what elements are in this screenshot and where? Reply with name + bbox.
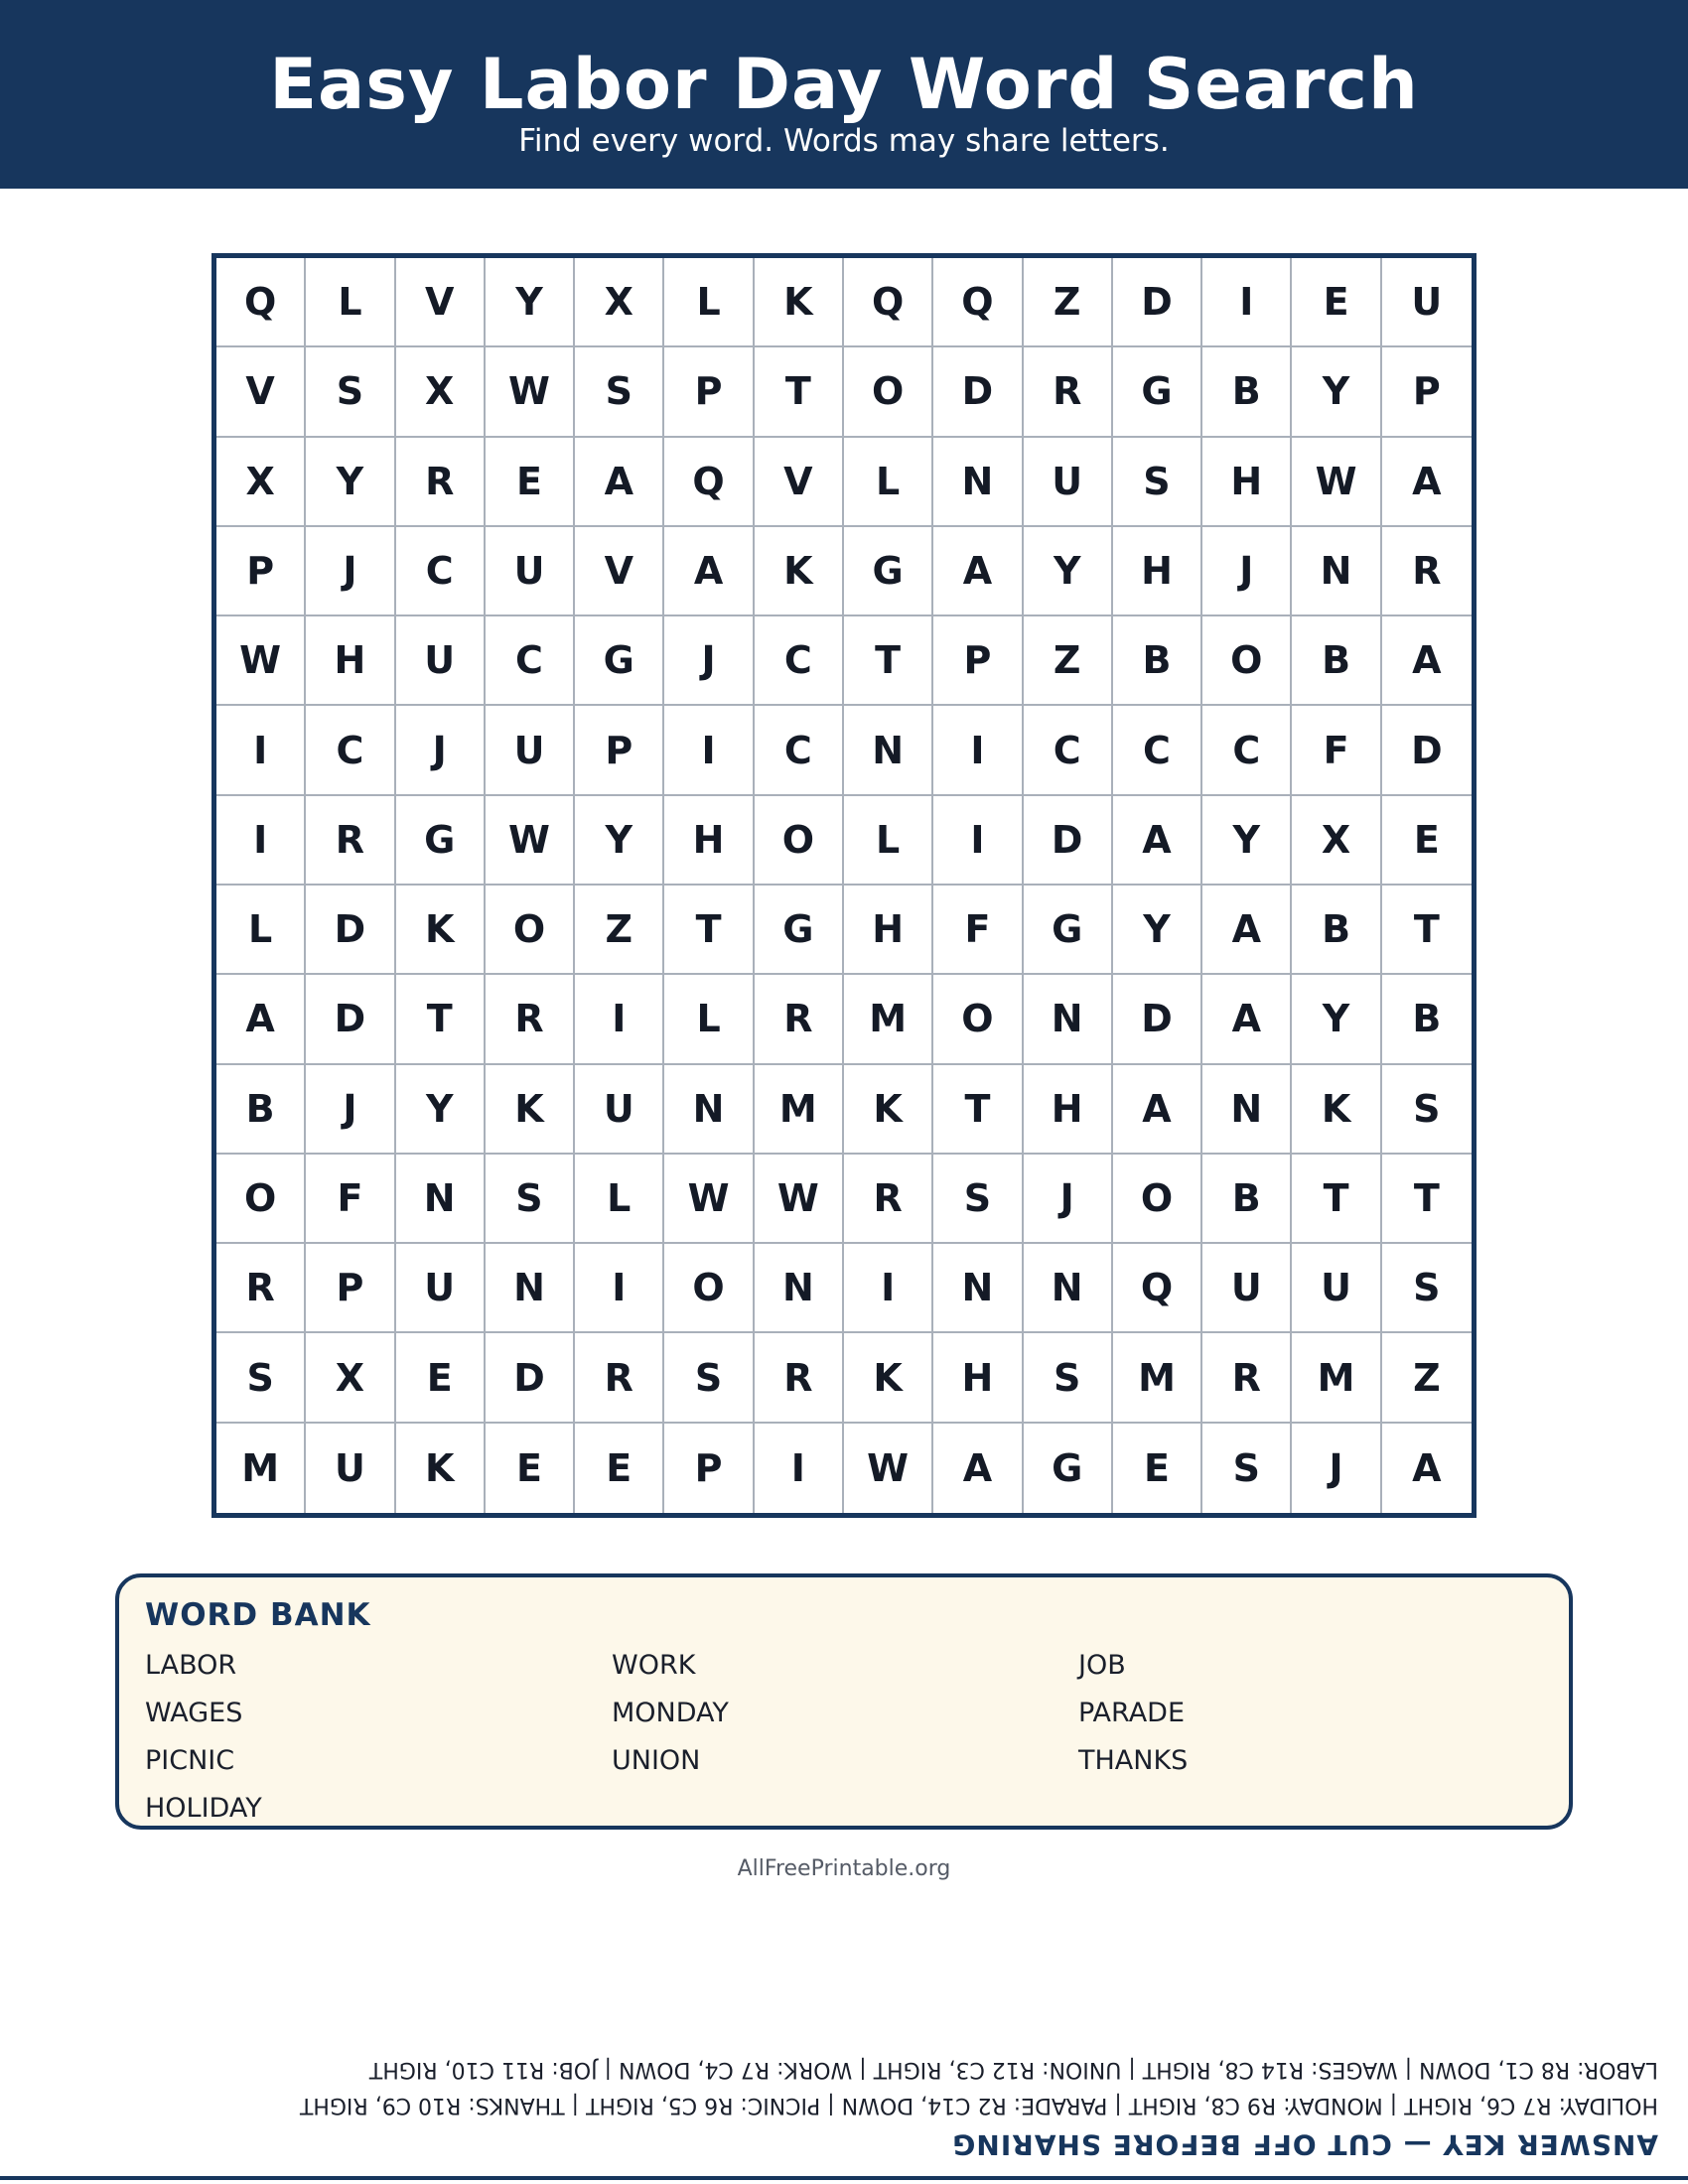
answer-key-title: ANSWER KEY — CUT OFF BEFORE SHARING: [951, 2128, 1658, 2161]
grid-cell[interactable]: A: [1202, 975, 1292, 1064]
grid-cell[interactable]: I: [664, 706, 754, 795]
grid-cell[interactable]: A: [933, 1424, 1023, 1513]
grid-cell[interactable]: N: [933, 438, 1023, 527]
grid-cell[interactable]: K: [396, 886, 486, 975]
grid-cell[interactable]: C: [1024, 706, 1113, 795]
grid-cell[interactable]: R: [216, 1244, 306, 1333]
grid-cell[interactable]: W: [755, 1155, 844, 1244]
answer-key-line: LABOR: R8 C1, DOWN | WAGES: R14 C8, RIGHT | UNION: R12 C3, RIGHT | WORK: R7 C4, DOWN | JOB: R11 C10, RIGHT: [368, 2057, 1658, 2082]
grid-cell[interactable]: F: [306, 1155, 395, 1244]
grid-cell[interactable]: N: [1292, 527, 1381, 616]
word-bank-item: THANKS: [1078, 1745, 1189, 1776]
grid-cell[interactable]: J: [306, 1065, 395, 1155]
grid-cell[interactable]: I: [933, 796, 1023, 886]
grid-cell[interactable]: H: [664, 796, 754, 886]
grid-cell[interactable]: I: [575, 1244, 664, 1333]
grid-cell[interactable]: E: [486, 1424, 575, 1513]
grid-cell[interactable]: R: [1382, 527, 1472, 616]
grid-cell[interactable]: S: [575, 347, 664, 437]
grid-cell[interactable]: S: [306, 347, 395, 437]
grid-cell[interactable]: B: [1202, 347, 1292, 437]
grid-cell[interactable]: G: [575, 616, 664, 706]
grid-cell[interactable]: T: [1382, 886, 1472, 975]
grid-cell[interactable]: M: [1113, 1333, 1202, 1423]
grid-cell[interactable]: O: [664, 1244, 754, 1333]
grid-cell[interactable]: Q: [216, 258, 306, 347]
word-bank-item: UNION: [612, 1745, 701, 1776]
grid-cell[interactable]: R: [1024, 347, 1113, 437]
word-bank-item: PICNIC: [145, 1745, 235, 1776]
grid-cell[interactable]: L: [844, 796, 933, 886]
grid-cell[interactable]: V: [755, 438, 844, 527]
grid-cell[interactable]: K: [1292, 1065, 1381, 1155]
word-bank-item: LABOR: [145, 1650, 237, 1681]
grid-cell[interactable]: K: [755, 258, 844, 347]
grid-cell[interactable]: G: [844, 527, 933, 616]
grid-cell[interactable]: U: [1382, 258, 1472, 347]
grid-cell[interactable]: B: [216, 1065, 306, 1155]
grid-cell[interactable]: D: [1382, 706, 1472, 795]
grid-cell[interactable]: A: [1382, 616, 1472, 706]
grid-cell[interactable]: W: [486, 347, 575, 437]
grid-cell[interactable]: B: [1113, 616, 1202, 706]
grid-cell[interactable]: R: [396, 438, 486, 527]
grid-cell[interactable]: U: [486, 527, 575, 616]
grid-cell[interactable]: C: [755, 706, 844, 795]
grid-cell[interactable]: J: [1292, 1424, 1381, 1513]
grid-cell[interactable]: K: [486, 1065, 575, 1155]
grid-cell[interactable]: O: [1202, 616, 1292, 706]
grid-cell[interactable]: J: [396, 706, 486, 795]
grid-cell[interactable]: P: [933, 616, 1023, 706]
page-subtitle: Find every word. Words may share letters.: [518, 123, 1170, 159]
grid-cell[interactable]: N: [755, 1244, 844, 1333]
grid-cell[interactable]: K: [396, 1424, 486, 1513]
site-credit: AllFreePrintable.org: [737, 1856, 951, 1881]
word-bank-item: WORK: [612, 1650, 696, 1681]
grid-cell[interactable]: B: [1382, 975, 1472, 1064]
grid-cell[interactable]: C: [755, 616, 844, 706]
grid-cell[interactable]: S: [1113, 438, 1202, 527]
grid-cell[interactable]: X: [216, 438, 306, 527]
grid-cell[interactable]: S: [1382, 1244, 1472, 1333]
grid-cell[interactable]: J: [1202, 527, 1292, 616]
grid-cell[interactable]: P: [1382, 347, 1472, 437]
grid-cell[interactable]: A: [1412, 1445, 1442, 1490]
grid-cell[interactable]: Z: [1024, 258, 1113, 347]
grid-cell[interactable]: S: [1024, 1333, 1113, 1423]
grid-cell[interactable]: U: [396, 1244, 486, 1333]
grid-cell[interactable]: X: [575, 258, 664, 347]
grid-cell[interactable]: O: [933, 975, 1023, 1064]
grid-cell[interactable]: T: [664, 886, 754, 975]
grid-cell[interactable]: E: [486, 438, 575, 527]
grid-cell[interactable]: Y: [486, 258, 575, 347]
grid-cell[interactable]: Q: [664, 438, 754, 527]
grid-cell[interactable]: L: [216, 886, 306, 975]
grid-cell[interactable]: J: [1024, 1155, 1113, 1244]
word-bank-item: WAGES: [145, 1698, 243, 1728]
grid-cell[interactable]: F: [1292, 706, 1381, 795]
grid-cell[interactable]: C: [306, 706, 395, 795]
grid-cell[interactable]: G: [1024, 886, 1113, 975]
grid-cell[interactable]: L: [664, 258, 754, 347]
grid-cell[interactable]: U: [1024, 438, 1113, 527]
grid-cell[interactable]: Y: [1113, 886, 1202, 975]
grid-cell[interactable]: M: [755, 1065, 844, 1155]
grid-cell[interactable]: C: [396, 527, 486, 616]
grid-cell[interactable]: T: [1292, 1155, 1381, 1244]
grid-cell[interactable]: V: [575, 527, 664, 616]
word-bank-title: WORD BANK: [145, 1597, 371, 1633]
grid-cell[interactable]: I: [755, 1424, 844, 1513]
grid-cell[interactable]: E: [575, 1424, 664, 1513]
grid-cell[interactable]: K: [844, 1065, 933, 1155]
grid-cell[interactable]: I: [844, 1244, 933, 1333]
grid-cell[interactable]: I: [575, 975, 664, 1064]
grid-cell[interactable]: V: [396, 258, 486, 347]
grid-cell[interactable]: I: [216, 796, 306, 886]
grid-cell[interactable]: Y: [306, 438, 395, 527]
grid-cell[interactable]: D: [933, 347, 1023, 437]
grid-cell[interactable]: L: [664, 975, 754, 1064]
grid-cell[interactable]: W: [486, 796, 575, 886]
grid-cell[interactable]: N: [1024, 1244, 1113, 1333]
grid-cell[interactable]: N: [486, 1244, 575, 1333]
grid-cell[interactable]: A: [933, 527, 1023, 616]
grid-cell[interactable]: D: [1113, 258, 1202, 347]
page-title: Easy Labor Day Word Search: [269, 44, 1419, 125]
grid-cell[interactable]: Q: [1113, 1244, 1202, 1333]
grid-cell[interactable]: V: [216, 347, 306, 437]
grid-cell[interactable]: Q: [933, 258, 1023, 347]
grid-cell[interactable]: E: [1382, 796, 1472, 886]
grid-cell[interactable]: S: [1202, 1424, 1292, 1513]
grid-cell[interactable]: Y: [1024, 527, 1113, 616]
grid-cell[interactable]: G: [1024, 1424, 1113, 1513]
grid-cell[interactable]: H: [306, 616, 395, 706]
grid-cell[interactable]: N: [844, 706, 933, 795]
grid-cell[interactable]: U: [306, 1424, 395, 1513]
page-header: [0, 0, 1688, 189]
grid-cell[interactable]: S: [216, 1333, 306, 1423]
grid-cell[interactable]: H: [1113, 527, 1202, 616]
grid-cell[interactable]: O: [486, 886, 575, 975]
grid-cell[interactable]: D: [1024, 796, 1113, 886]
grid-cell[interactable]: O: [755, 796, 844, 886]
grid-cell[interactable]: Y: [396, 1065, 486, 1155]
grid-cell[interactable]: W: [1292, 438, 1381, 527]
grid-cell[interactable]: X: [396, 347, 486, 437]
grid-cell[interactable]: T: [396, 975, 486, 1064]
word-bank-item: HOLIDAY: [145, 1793, 262, 1824]
grid-cell[interactable]: M: [844, 975, 933, 1064]
grid-cell[interactable]: X: [306, 1333, 395, 1423]
grid-cell[interactable]: G: [1113, 347, 1202, 437]
grid-cell[interactable]: U: [396, 616, 486, 706]
grid-cell[interactable]: I: [1202, 258, 1292, 347]
grid-cell[interactable]: I: [933, 706, 1023, 795]
grid-cell[interactable]: M: [216, 1424, 306, 1513]
grid-cell[interactable]: R: [575, 1333, 664, 1423]
grid-cell[interactable]: A: [1113, 796, 1202, 886]
grid-cell[interactable]: R: [844, 1155, 933, 1244]
word-search-grid: [211, 253, 1477, 1518]
grid-cell[interactable]: P: [575, 706, 664, 795]
grid-cell[interactable]: C: [1202, 706, 1292, 795]
grid-cell[interactable]: W: [664, 1155, 754, 1244]
word-bank-item: JOB: [1078, 1650, 1126, 1681]
grid-cell[interactable]: O: [1113, 1155, 1202, 1244]
grid-cell[interactable]: P: [306, 1244, 395, 1333]
grid-cell[interactable]: U: [1292, 1244, 1381, 1333]
grid-cell[interactable]: U: [1202, 1244, 1292, 1333]
grid-cell[interactable]: T: [1382, 1155, 1472, 1244]
grid-cell[interactable]: Z: [575, 886, 664, 975]
grid-cell[interactable]: S: [664, 1333, 754, 1423]
grid-cell[interactable]: A: [216, 975, 306, 1064]
grid-cell[interactable]: S: [933, 1155, 1023, 1244]
grid-cell[interactable]: Y: [1202, 796, 1292, 886]
bottom-divider: [0, 2176, 1688, 2180]
word-bank-item: PARADE: [1078, 1698, 1186, 1728]
grid-cell[interactable]: R: [306, 796, 395, 886]
grid-cell[interactable]: W: [844, 1424, 933, 1513]
word-bank-list: [145, 1649, 1545, 1826]
grid-cell[interactable]: S: [486, 1155, 575, 1244]
grid-cell[interactable]: I: [216, 706, 306, 795]
grid-cell[interactable]: G: [396, 796, 486, 886]
grid-cell[interactable]: H: [844, 886, 933, 975]
grid-cell[interactable]: B: [1292, 616, 1381, 706]
grid-cell[interactable]: W: [216, 616, 306, 706]
grid-cell[interactable]: U: [575, 1065, 664, 1155]
grid-cell[interactable]: D: [1113, 975, 1202, 1064]
grid-cell[interactable]: S: [1382, 1065, 1472, 1155]
grid-cell[interactable]: D: [306, 886, 395, 975]
grid-cell[interactable]: D: [306, 975, 395, 1064]
grid-cell[interactable]: T: [933, 1065, 1023, 1155]
grid-cell[interactable]: P: [664, 347, 754, 437]
grid-cell[interactable]: Y: [1292, 975, 1381, 1064]
grid-cell[interactable]: H: [933, 1333, 1023, 1423]
grid-cell[interactable]: Y: [575, 796, 664, 886]
grid-cell[interactable]: J: [664, 616, 754, 706]
grid-cell[interactable]: P: [216, 527, 306, 616]
grid-cell[interactable]: B: [1292, 886, 1381, 975]
grid-cell[interactable]: G: [755, 886, 844, 975]
grid-cell[interactable]: O: [216, 1155, 306, 1244]
grid-cell[interactable]: R: [486, 975, 575, 1064]
word-bank: [115, 1573, 1573, 1830]
grid-cell[interactable]: C: [486, 616, 575, 706]
grid-cell[interactable]: N: [396, 1155, 486, 1244]
word-bank-item: MONDAY: [612, 1698, 729, 1728]
grid-cell[interactable]: E: [396, 1333, 486, 1423]
grid-cell[interactable]: T: [844, 616, 933, 706]
grid-cell[interactable]: P: [664, 1424, 754, 1513]
grid-cell[interactable]: K: [844, 1333, 933, 1423]
grid-cell[interactable]: N: [1202, 1065, 1292, 1155]
grid-cell[interactable]: R: [1202, 1333, 1292, 1423]
grid-cell[interactable]: L: [306, 258, 395, 347]
grid-cell[interactable]: K: [755, 527, 844, 616]
grid-cell[interactable]: A: [1113, 1065, 1202, 1155]
answer-key: [79, 2040, 1658, 2164]
grid-cell[interactable]: A: [575, 438, 664, 527]
grid-cell[interactable]: X: [1292, 796, 1381, 886]
answer-key-line: HOLIDAY: R7 C6, RIGHT | MONDAY: R9 C8, RIGHT | PARADE: R2 C14, DOWN | PICNIC: R6 C5, RIGHT | THANKS: R10 C9, RIGHT: [299, 2093, 1658, 2117]
grid-cell[interactable]: A: [664, 527, 754, 616]
grid-cell[interactable]: L: [575, 1155, 664, 1244]
grid-cell[interactable]: D: [486, 1333, 575, 1423]
grid-cell[interactable]: T: [755, 347, 844, 437]
grid-cell[interactable]: R: [755, 975, 844, 1064]
grid-cell[interactable]: E: [1292, 258, 1381, 347]
grid-cell[interactable]: N: [933, 1244, 1023, 1333]
grid-cell[interactable]: Q: [844, 258, 933, 347]
grid-cell[interactable]: O: [844, 347, 933, 437]
grid-cell[interactable]: H: [1202, 438, 1292, 527]
grid-cell[interactable]: N: [1024, 975, 1113, 1064]
grid-cell[interactable]: H: [1024, 1065, 1113, 1155]
grid-cell[interactable]: M: [1292, 1333, 1381, 1423]
grid-cell[interactable]: L: [844, 438, 933, 527]
grid-cell[interactable]: N: [664, 1065, 754, 1155]
grid-cell[interactable]: U: [486, 706, 575, 795]
grid-cell[interactable]: B: [1202, 1155, 1292, 1244]
grid-cell[interactable]: C: [1113, 706, 1202, 795]
grid-cell[interactable]: A: [1382, 438, 1472, 527]
grid-cell[interactable]: E: [1113, 1424, 1202, 1513]
grid-cell[interactable]: Z: [1382, 1333, 1472, 1423]
grid-cell[interactable]: A: [1202, 886, 1292, 975]
grid-cell[interactable]: R: [755, 1333, 844, 1423]
grid-cell[interactable]: Y: [1292, 347, 1381, 437]
grid-cell[interactable]: F: [933, 886, 1023, 975]
grid-cell[interactable]: J: [306, 527, 395, 616]
grid-cell[interactable]: Z: [1024, 616, 1113, 706]
